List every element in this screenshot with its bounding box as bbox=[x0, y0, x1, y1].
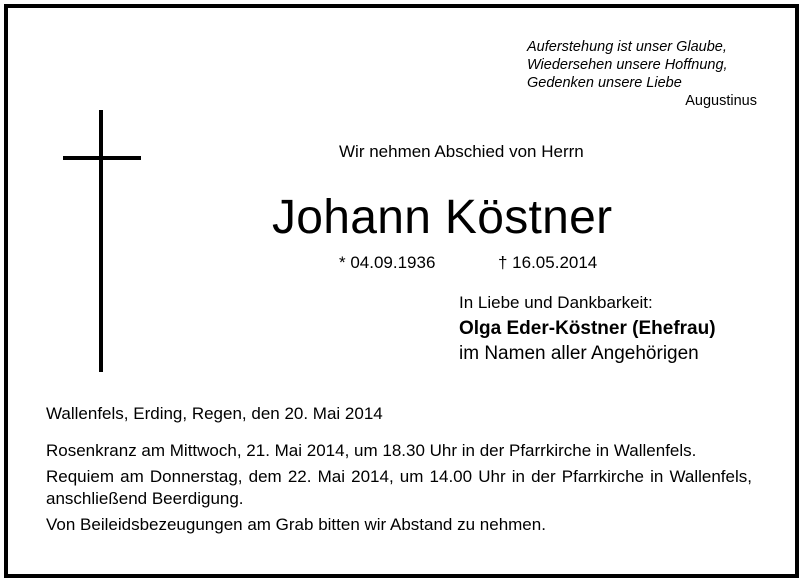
rosary-notice: Rosenkranz am Mittwoch, 21. Mai 2014, um 18.30 Uhr in der Pfarrkirche in Wallenfels. bbox=[46, 441, 697, 460]
birth-date: * 04.09.1936 bbox=[339, 253, 436, 272]
service-notices bbox=[46, 440, 752, 536]
mourners-family: im Namen aller Angehörigen bbox=[459, 343, 699, 364]
farewell-intro: Wir nehmen Abschied von Herrn bbox=[339, 142, 584, 161]
quote-line: Auferstehung ist unser Glaube, bbox=[527, 39, 727, 55]
cross-horizontal-bar bbox=[63, 156, 141, 160]
mourner-name: Olga Eder-Köstner (Ehefrau) bbox=[459, 318, 716, 339]
requiem-notice: Requiem am Donnerstag, dem 22. Mai 2014, um 14.00 Uhr in der Pfarrkirche in Wallenfels, anschließend Beerdigung. bbox=[46, 467, 752, 508]
mourners-intro: In Liebe und Dankbarkeit: bbox=[459, 293, 653, 312]
condolence-notice: Von Beileidsbezeugungen am Grab bitten wir Abstand zu nehmen. bbox=[46, 515, 546, 534]
epigraph-quote bbox=[527, 38, 757, 110]
death-date: † 16.05.2014 bbox=[498, 253, 598, 272]
quote-author: Augustinus bbox=[685, 93, 757, 109]
place-date: Wallenfels, Erding, Regen, den 20. Mai 2014 bbox=[46, 404, 383, 423]
cross-vertical-bar bbox=[99, 110, 103, 372]
deceased-name: Johann Köstner bbox=[272, 191, 613, 244]
quote-line: Wiedersehen unsere Hoffnung, bbox=[527, 57, 728, 73]
quote-line: Gedenken unsere Liebe bbox=[527, 75, 682, 91]
